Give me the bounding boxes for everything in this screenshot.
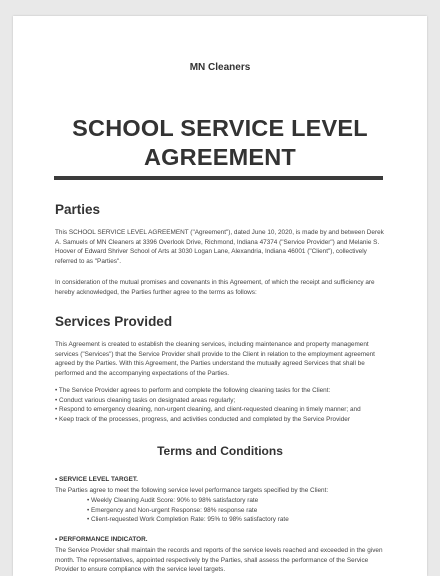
services-bullet: • Conduct various cleaning tasks on designated areas regularly;: [55, 396, 236, 404]
target-item: • Client-requested Work Completion Rate: 95% to 98% satisfactory rate: [87, 516, 289, 524]
parties-heading: Parties: [55, 202, 101, 217]
title-divider: [54, 176, 383, 180]
parties-paragraph-2: In consideration of the mutual promises and covenants in this Agreement, of which the receipt and sufficiency are hereby acknowledged, the Parties further agree to the terms as follows:: [55, 279, 375, 296]
services-bullet: • Keep track of the processes, progress, and activities conducted and completed by the Service Provider: [55, 415, 350, 423]
document-page: [13, 16, 427, 576]
target-list: [87, 496, 387, 525]
company-name: MN Cleaners: [189, 62, 251, 73]
target-item: • Emergency and Non-urgent Response: 98% response rate: [87, 506, 258, 514]
services-heading: Services Provided: [55, 314, 173, 329]
services-paragraph: This Agreement is created to establish the cleaning services, including maintenance and property management services ("Services") that the Service Provider shall provide to the Client in relation to the employment agreement agreed by the Parties. With this Agreement, the Parties understand the mutually agreed Services that shall be performed and the accompanying expectations of the Parties.: [55, 341, 375, 377]
performance-indicator-paragraph: The Service Provider shall maintain the records and reports of the service levels reached and exceeded in the given month. The representatives, appointed respectively by the Parties, shall assess the performance of the Service Provider to ensure compliance with the service level targets.: [55, 547, 383, 573]
services-bullet-list: [55, 386, 395, 424]
document-title: SCHOOL SERVICE LEVEL AGREEMENT: [72, 115, 368, 170]
target-item: • Weekly Cleaning Audit Score: 90% to 98% satisfactory rate: [87, 497, 259, 504]
service-level-target-label: • SERVICE LEVEL TARGET.: [55, 476, 138, 483]
services-bullet: • The Service Provider agrees to perform and complete the following cleaning tasks for the Client:: [55, 387, 331, 394]
services-bullet: • Respond to emergency cleaning, non-urgent cleaning, and client-requested cleaning in timely manner; and: [55, 406, 361, 413]
performance-indicator-label: • PERFORMANCE INDICATOR.: [55, 536, 148, 543]
service-level-target-paragraph: The Parties agree to meet the following service level performance targets specified by the Client:: [55, 487, 329, 494]
terms-heading: Terms and Conditions: [157, 444, 283, 458]
parties-paragraph-1: This SCHOOL SERVICE LEVEL AGREEMENT ("Agreement"), dated June 10, 2020, is made by and between Derek A. Samuels of MN Cleaners at 3396 Overlook Drive, Richmond, Indiana 47374 ("Service Provider") and Melanie S. Hoover of Edward Shriver School of Arts at 3030 Logan Lane, Alexandria, Indiana 46001 ("Client"), collectively referred to as "Parties".: [55, 229, 384, 265]
